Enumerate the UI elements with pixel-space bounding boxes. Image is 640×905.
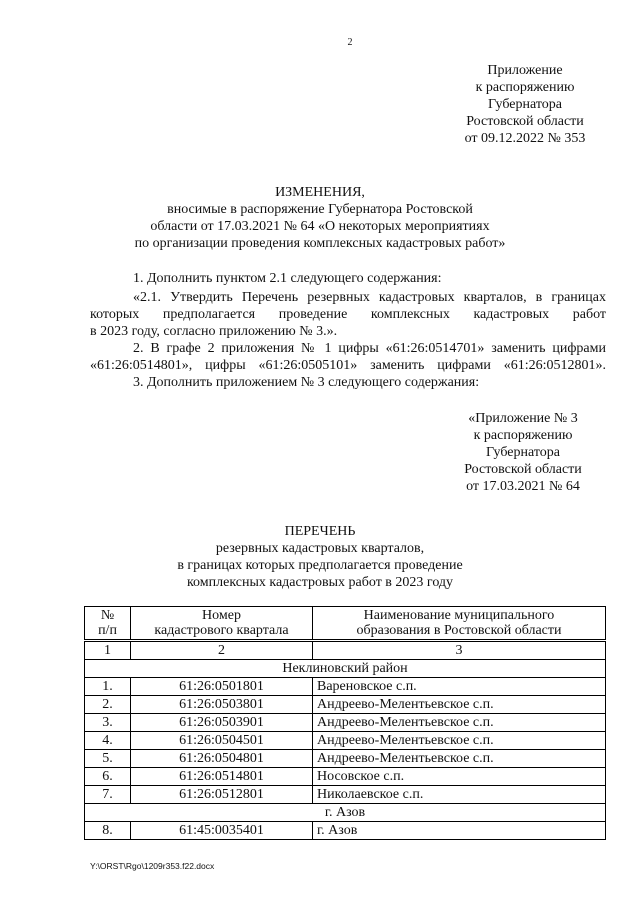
column-header-line: п/п bbox=[98, 623, 117, 638]
appendix-header-line: Губернатора bbox=[487, 97, 563, 112]
cadastral-code: 61:26:0501801 bbox=[131, 678, 313, 696]
paragraph-2 bbox=[90, 289, 606, 323]
row-number: 8. bbox=[85, 822, 131, 840]
quarters-table bbox=[84, 606, 606, 840]
row-number: 4. bbox=[85, 732, 131, 750]
appendix3-header-line: Губернатора bbox=[485, 445, 561, 460]
municipality-name: Вареновское с.п. bbox=[313, 678, 606, 696]
page-number: 2 bbox=[347, 37, 353, 48]
column-header-municipality bbox=[313, 607, 606, 641]
paragraph-2-line: которых предполагается проведение комплексных кадастровых работ bbox=[90, 307, 606, 322]
column-numbers-row bbox=[85, 641, 606, 660]
column-header-code bbox=[131, 607, 313, 641]
section-row bbox=[85, 660, 606, 678]
cadastral-code: 61:45:0035401 bbox=[131, 822, 313, 840]
municipality-name: Андреево-Мелентьевское с.п. bbox=[313, 714, 606, 732]
row-number: 1. bbox=[85, 678, 131, 696]
column-header-line: Номер bbox=[202, 608, 241, 623]
appendix3-header-line: от 17.03.2021 № 64 bbox=[466, 479, 580, 494]
table-row bbox=[85, 786, 606, 804]
municipality-name: г. Азов bbox=[313, 822, 606, 840]
changes-title bbox=[90, 184, 550, 252]
column-header-line: образования в Ростовской области bbox=[356, 623, 562, 638]
column-number: 1 bbox=[85, 641, 131, 660]
municipality-name: Андреево-Мелентьевское с.п. bbox=[313, 750, 606, 768]
appendix-header-line: к распоряжению bbox=[475, 80, 575, 95]
table-row bbox=[85, 750, 606, 768]
file-path-footer: Y:\ORST\Rgo\1209r353.f22.docx bbox=[90, 861, 215, 871]
cadastral-code: 61:26:0512801 bbox=[131, 786, 313, 804]
table-row bbox=[85, 822, 606, 840]
cadastral-code: 61:26:0503801 bbox=[131, 696, 313, 714]
changes-heading: ИЗМЕНЕНИЯ, bbox=[275, 185, 365, 200]
table-header-row bbox=[85, 607, 606, 641]
appendix3-header-line: к распоряжению bbox=[473, 428, 573, 443]
appendix-header-line: от 09.12.2022 № 353 bbox=[464, 131, 586, 146]
list-title-line: резервных кадастровых кварталов, bbox=[215, 541, 425, 556]
column-header-number bbox=[85, 607, 131, 641]
cadastral-code: 61:26:0514801 bbox=[131, 768, 313, 786]
cadastral-code: 61:26:0504801 bbox=[131, 750, 313, 768]
list-title-line: комплексных кадастровых работ в 2023 году bbox=[186, 575, 454, 590]
changes-title-line: вносимые в распоряжение Губернатора Ростовской bbox=[167, 202, 473, 217]
appendix3-header-line: Ростовской области bbox=[464, 462, 582, 477]
row-number: 5. bbox=[85, 750, 131, 768]
column-header-line: кадастрового квартала bbox=[154, 623, 289, 638]
paragraph-1: 1. Дополнить пунктом 2.1 следующего содержания: bbox=[133, 271, 442, 286]
appendix-header bbox=[440, 62, 610, 147]
cadastral-code: 61:26:0503901 bbox=[131, 714, 313, 732]
table-row bbox=[85, 732, 606, 750]
paragraph-2-line: «2.1. Утвердить Перечень резервных кадастровых кварталов, в границах bbox=[133, 290, 606, 305]
appendix3-header bbox=[435, 410, 611, 495]
paragraph-4: 3. Дополнить приложением № 3 следующего содержания: bbox=[133, 375, 480, 390]
table-row bbox=[85, 768, 606, 786]
list-title-line: в границах которых предполагается проведение bbox=[177, 558, 463, 573]
list-title bbox=[90, 523, 550, 591]
list-heading: ПЕРЕЧЕНЬ bbox=[284, 524, 356, 539]
changes-title-line: по организации проведения комплексных кадастровых работ» bbox=[134, 236, 506, 251]
appendix3-header-line: «Приложение № 3 bbox=[468, 411, 578, 426]
column-number: 3 bbox=[313, 641, 606, 660]
section-label: г. Азов bbox=[85, 804, 606, 822]
paragraph-3-line: «61:26:0514801», цифры «61:26:0505101» заменить цифрами «61:26:0512801». bbox=[90, 358, 606, 373]
row-number: 2. bbox=[85, 696, 131, 714]
municipality-name: Николаевское с.п. bbox=[313, 786, 606, 804]
table-row bbox=[85, 696, 606, 714]
row-number: 3. bbox=[85, 714, 131, 732]
changes-title-line: области от 17.03.2021 № 64 «О некоторых мероприятиях bbox=[150, 219, 490, 234]
column-header-line: № bbox=[100, 608, 115, 623]
municipality-name: Андреево-Мелентьевское с.п. bbox=[313, 732, 606, 750]
row-number: 6. bbox=[85, 768, 131, 786]
appendix-header-line: Ростовской области bbox=[466, 114, 584, 129]
paragraph-3-line: 2. В графе 2 приложения № 1 цифры «61:26:0514701» заменить цифрами bbox=[133, 341, 606, 356]
table-row bbox=[85, 714, 606, 732]
section-row bbox=[85, 804, 606, 822]
paragraph-2-end: в 2023 году, согласно приложению № 3.». bbox=[90, 324, 338, 339]
cadastral-code: 61:26:0504501 bbox=[131, 732, 313, 750]
paragraph-3 bbox=[90, 340, 606, 374]
column-header-line: Наименование муниципального bbox=[363, 608, 555, 623]
section-label: Неклиновский район bbox=[85, 660, 606, 678]
appendix-header-line: Приложение bbox=[487, 63, 563, 78]
municipality-name: Носовское с.п. bbox=[313, 768, 606, 786]
row-number: 7. bbox=[85, 786, 131, 804]
column-number: 2 bbox=[131, 641, 313, 660]
table-row bbox=[85, 678, 606, 696]
municipality-name: Андреево-Мелентьевское с.п. bbox=[313, 696, 606, 714]
